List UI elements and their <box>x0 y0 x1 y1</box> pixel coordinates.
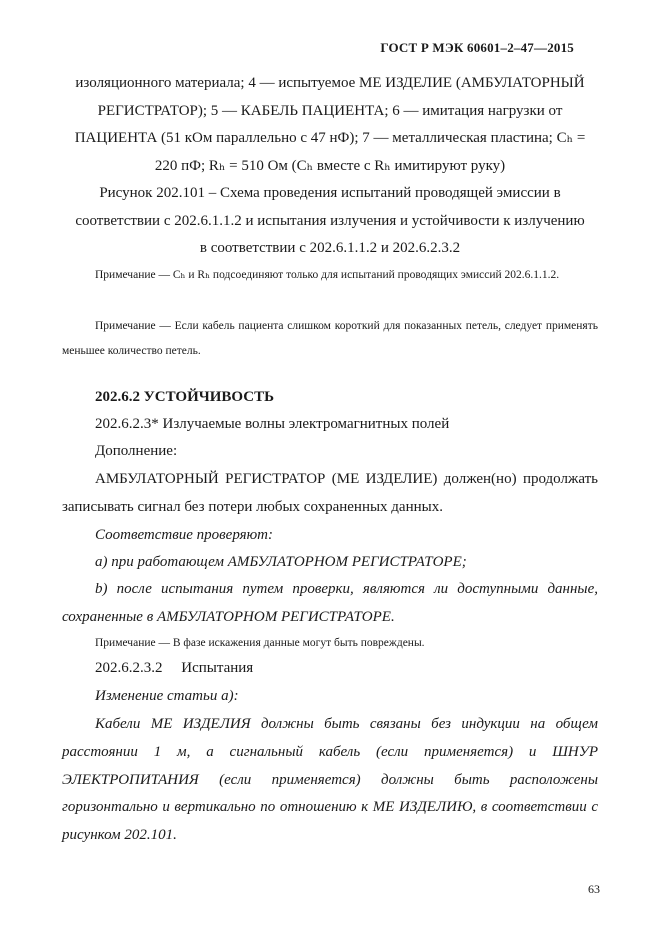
subsection-title: 202.6.2.3* Излучаемые волны электромагнитных полей <box>95 416 450 432</box>
addition-label: Дополнение: <box>95 443 178 459</box>
figure-title-line: в соответствии с 202.6.1.1.2 и 202.6.2.3.2 <box>199 240 461 256</box>
section-heading: 202.6.2 УСТОЙЧИВОСТЬ <box>95 389 275 405</box>
legend-line: ПАЦИЕНТА (51 кОм параллельно с 47 нФ); 7 — металлическая пластина; Cₕ = <box>74 130 586 146</box>
legend-line: 220 пФ; Rₕ = 510 Ом (Cₕ вместе с Rₕ имитируют руку) <box>154 157 506 174</box>
figure-title-line: Рисунок 202.101 – Схема проведения испытаний проводящей эмиссии в <box>99 185 561 201</box>
note-distortion: Примечание — В фазе искажения данные могут быть повреждены. <box>95 637 425 649</box>
sub-subsection-title: 202.6.2.3.2 Испытания <box>95 660 254 676</box>
legend-line: РЕГИСТРАТОР); 5 — КАБЕЛЬ ПАЦИЕНТА; 6 — имитация нагрузки от <box>97 102 563 119</box>
requirement-text: АМБУЛАТОРНЫЙ РЕГИСТРАТОР (МЕ ИЗДЕЛИЕ) должен(но) продолжать записывать сигнал без потери любых сохраненных данных. <box>62 471 598 515</box>
legend-line: изоляционного материала; 4 — испытуемое МЕ ИЗДЕЛИЕ (АМБУЛАТОРНЫЙ <box>75 75 585 91</box>
item-a: a) при работающем АМБУЛАТОРНОМ РЕГИСТРАТОРЕ; <box>95 554 467 570</box>
change-label: Изменение статьи a): <box>95 688 239 704</box>
figure-title <box>62 180 598 263</box>
standard-header: ГОСТ Р МЭК 60601–2–47—2015 <box>380 40 574 55</box>
item-b: b) после испытания путем проверки, являются ли доступными данные, сохраненные в АМБУЛАТОРНОМ РЕГИСТРАТОРЕ. <box>62 581 598 625</box>
change-text: Кабели МЕ ИЗДЕЛИЯ должны быть связаны без индукции на общем расстоянии 1 м, а сигнальный кабель (если применяется) и ШНУР ЭЛЕКТРОПИТАНИЯ (если применяется) должны быть расположены горизонтально и вертикально по отношению к МЕ ИЗДЕЛИЮ, в соответствии с рисунком 202.101. <box>62 716 598 844</box>
note-cable-loops: Примечание — Если кабель пациента слишком короткий для показанных петель, следует применять меньшее количество петель. <box>62 320 598 357</box>
page-number: 63 <box>588 882 600 896</box>
compliance-label: Соответствие проверяют: <box>95 527 274 543</box>
note-ch-rh: Примечание — Cₕ и Rₕ подсоединяют только для испытаний проводящих эмиссий 202.6.1.1.2. <box>95 269 560 281</box>
figure-legend <box>62 70 598 180</box>
figure-title-line: соответствии с 202.6.1.1.2 и испытания излучения и устойчивости к излучению <box>75 212 585 229</box>
